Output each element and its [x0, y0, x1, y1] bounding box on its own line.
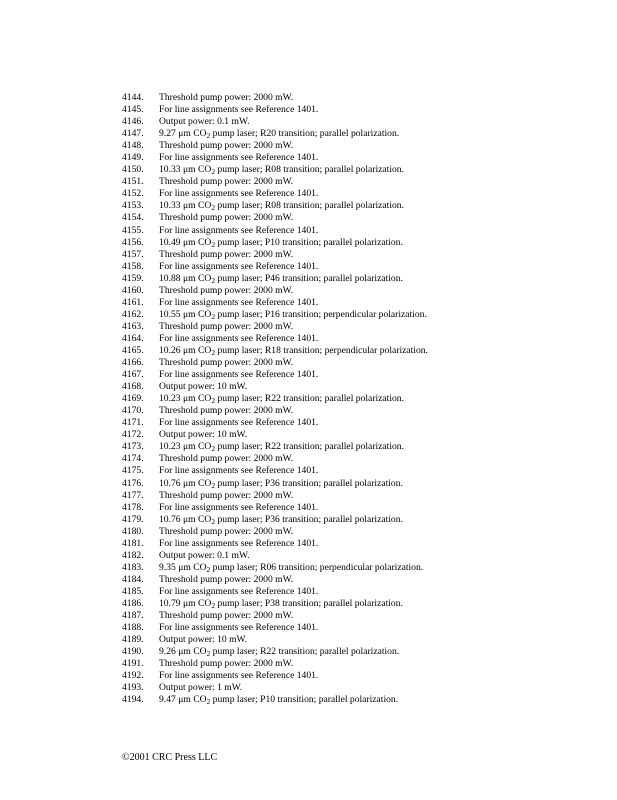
note-row: [122, 140, 602, 152]
note-text: [159, 164, 602, 176]
note-number: 4188.: [122, 622, 144, 634]
note-row: [122, 405, 602, 417]
note-text-prefix: 10.76 μm CO: [159, 513, 212, 525]
note-row: [122, 670, 602, 682]
note-text-prefix: 10.49 μm CO: [159, 236, 212, 248]
copyright-footer: ©2001 CRC Press LLC: [122, 752, 218, 763]
note-text: For line assignments see Reference 1401.: [159, 501, 319, 513]
note-text-prefix: 9.27 μm CO: [159, 128, 207, 140]
note-text-prefix: 10.55 μm CO: [159, 308, 212, 320]
note-number: 4149.: [122, 152, 144, 164]
note-row: [122, 393, 602, 405]
note-row: [122, 104, 602, 116]
note-row: [122, 297, 602, 309]
note-number: 4151.: [122, 176, 144, 188]
note-number: 4192.: [122, 670, 144, 682]
note-text-prefix: 9.26 μm CO: [159, 646, 207, 658]
note-text-prefix: 9.35 μm CO: [159, 561, 207, 573]
note-row: [122, 490, 602, 502]
note-text: Output power: 0.1 mW.: [159, 549, 250, 561]
note-text: Threshold pump power: 2000 mW.: [159, 92, 294, 103]
note-subscript: 2: [211, 600, 216, 610]
note-row: [122, 598, 602, 610]
note-number: 4189.: [122, 634, 144, 646]
note-row: [122, 526, 602, 538]
note-number: 4174.: [122, 453, 144, 465]
note-row: [122, 682, 602, 694]
note-text: For line assignments see Reference 1401.: [159, 585, 319, 597]
note-number: 4170.: [122, 405, 144, 417]
note-row: [122, 321, 602, 333]
note-row: [122, 610, 602, 622]
note-text: Threshold pump power: 2000 mW.: [159, 176, 294, 188]
note-subscript: 2: [211, 347, 216, 357]
note-text-prefix: 10.88 μm CO: [159, 272, 212, 284]
note-subscript: 2: [206, 131, 211, 141]
note-text-suffix: pump laser; R22 transition; parallel polarization.: [215, 393, 404, 405]
note-number: 4186.: [122, 597, 144, 609]
note-text: For line assignments see Reference 1401.: [159, 417, 319, 429]
note-number: 4190.: [122, 646, 144, 658]
note-number: 4172.: [122, 429, 144, 441]
note-subscript: 2: [211, 239, 216, 249]
note-text: [159, 441, 602, 453]
note-row: [122, 357, 602, 369]
note-row: [122, 574, 602, 586]
note-number: 4184.: [122, 573, 144, 585]
note-subscript: 2: [211, 444, 216, 454]
note-text-suffix: pump laser; P46 transition; parallel polarization.: [215, 272, 403, 284]
note-number: 4153.: [122, 200, 144, 212]
note-text: Threshold pump power: 2000 mW.: [159, 658, 294, 670]
note-text: For line assignments see Reference 1401.: [159, 188, 319, 200]
note-text-suffix: pump laser; R22 transition; parallel polarization.: [210, 646, 400, 658]
note-row: [122, 453, 602, 465]
note-text: [159, 345, 602, 357]
note-number: 4176.: [122, 477, 144, 489]
note-number: 4194.: [122, 694, 144, 706]
note-number: 4183.: [122, 561, 144, 573]
note-subscript: 2: [211, 311, 216, 321]
note-text-prefix: 9.47 μm CO: [159, 694, 207, 706]
note-text-suffix: pump laser; R08 transition; parallel polarization.: [215, 200, 404, 212]
note-number: 4177.: [122, 489, 144, 501]
note-text-suffix: pump laser; R20 transition; parallel polarization.: [210, 128, 400, 140]
note-text: [159, 309, 602, 321]
note-number: 4166.: [122, 357, 144, 369]
note-text: [159, 694, 602, 706]
note-number: 4155.: [122, 224, 144, 236]
note-row: [122, 429, 602, 441]
note-text: Threshold pump power: 2000 mW.: [159, 525, 294, 537]
note-subscript: 2: [211, 275, 216, 285]
note-number: 4178.: [122, 501, 144, 513]
note-row: [122, 225, 602, 237]
note-row: [122, 646, 602, 658]
note-text: [159, 646, 602, 658]
note-number: 4165.: [122, 344, 144, 356]
note-row: [122, 261, 602, 273]
note-text: [159, 598, 602, 610]
note-text: For line assignments see Reference 1401.: [159, 224, 319, 236]
note-row: [122, 694, 602, 706]
note-text: Output power: 10 mW.: [159, 634, 248, 646]
note-text: Output power: 10 mW.: [159, 429, 248, 441]
note-text: Threshold pump power: 2000 mW.: [159, 357, 294, 369]
note-text: [159, 562, 602, 574]
note-row: [122, 200, 602, 212]
note-text-prefix: 10.23 μm CO: [159, 441, 212, 453]
note-text: [159, 200, 602, 212]
note-row: [122, 586, 602, 598]
note-text: [159, 514, 602, 526]
note-row: [122, 92, 602, 104]
note-number: 4152.: [122, 188, 144, 200]
note-number: 4168.: [122, 381, 144, 393]
note-text-suffix: pump laser; P38 transition; parallel polarization.: [215, 597, 403, 609]
note-text-prefix: 10.76 μm CO: [159, 477, 212, 489]
note-row: [122, 128, 602, 140]
note-text: Threshold pump power: 2000 mW.: [159, 248, 294, 260]
note-text: Output power: 10 mW.: [159, 381, 248, 393]
note-number: 4179.: [122, 513, 144, 525]
note-number: 4167.: [122, 369, 144, 381]
note-row: [122, 550, 602, 562]
note-row: [122, 249, 602, 261]
note-text: Threshold pump power: 2000 mW.: [159, 489, 294, 501]
note-number: 4185.: [122, 585, 144, 597]
note-text-prefix: 10.33 μm CO: [159, 200, 212, 212]
note-number: 4180.: [122, 525, 144, 537]
note-number: 4159.: [122, 272, 144, 284]
note-row: [122, 417, 602, 429]
note-row: [122, 116, 602, 128]
note-text: [159, 237, 602, 249]
note-text: Output power: 1 mW.: [159, 682, 243, 694]
note-row: [122, 369, 602, 381]
note-number: 4164.: [122, 332, 144, 344]
note-row: [122, 514, 602, 526]
note-text: Threshold pump power: 2000 mW.: [159, 453, 294, 465]
note-subscript: 2: [206, 697, 211, 707]
note-text: For line assignments see Reference 1401.: [159, 260, 319, 272]
note-text: For line assignments see Reference 1401.: [159, 622, 319, 634]
note-row: [122, 212, 602, 224]
note-text: [159, 478, 602, 490]
note-row: [122, 345, 602, 357]
note-subscript: 2: [211, 396, 216, 406]
note-row: [122, 622, 602, 634]
note-row: [122, 333, 602, 345]
note-row: [122, 478, 602, 490]
note-number: 4157.: [122, 248, 144, 260]
note-row: [122, 562, 602, 574]
note-row: [122, 237, 602, 249]
note-row: [122, 538, 602, 550]
note-subscript: 2: [211, 167, 216, 177]
note-number: 4171.: [122, 417, 144, 429]
note-text: [159, 393, 602, 405]
note-number: 4146.: [122, 116, 144, 128]
note-row: [122, 285, 602, 297]
note-number: 4182.: [122, 549, 144, 561]
note-number: 4158.: [122, 260, 144, 272]
note-text: [159, 273, 602, 285]
notes-list: [122, 92, 602, 706]
note-text: For line assignments see Reference 1401.: [159, 104, 319, 116]
note-text: Threshold pump power: 2000 mW.: [159, 610, 294, 622]
note-number: 4161.: [122, 296, 144, 308]
note-subscript: 2: [211, 516, 216, 526]
note-text-prefix: 10.26 μm CO: [159, 344, 212, 356]
note-text: For line assignments see Reference 1401.: [159, 465, 319, 477]
note-text: For line assignments see Reference 1401.: [159, 369, 319, 381]
note-number: 4163.: [122, 320, 144, 332]
note-number: 4193.: [122, 682, 144, 694]
note-text-suffix: pump laser; R22 transition; parallel polarization.: [215, 441, 404, 453]
note-number: 4144.: [122, 92, 144, 103]
note-text-prefix: 10.23 μm CO: [159, 393, 212, 405]
note-row: [122, 381, 602, 393]
note-number: 4162.: [122, 308, 144, 320]
note-text-prefix: 10.33 μm CO: [159, 164, 212, 176]
note-subscript: 2: [206, 564, 211, 574]
note-text: Threshold pump power: 2000 mW.: [159, 140, 294, 152]
note-text-suffix: pump laser; P36 transition; parallel polarization.: [215, 513, 403, 525]
note-text-suffix: pump laser; R18 transition; perpendicular polarization.: [215, 344, 428, 356]
note-text: Threshold pump power: 2000 mW.: [159, 320, 294, 332]
note-row: [122, 441, 602, 453]
note-text-suffix: pump laser; P10 transition; parallel polarization.: [210, 694, 399, 706]
note-text: Threshold pump power: 2000 mW.: [159, 212, 294, 224]
note-number: 4175.: [122, 465, 144, 477]
note-number: 4160.: [122, 284, 144, 296]
note-text: For line assignments see Reference 1401.: [159, 152, 319, 164]
note-row: [122, 188, 602, 200]
note-text: For line assignments see Reference 1401.: [159, 537, 319, 549]
note-subscript: 2: [206, 649, 211, 659]
note-number: 4150.: [122, 164, 144, 176]
note-text-suffix: pump laser; P36 transition; parallel polarization.: [215, 477, 403, 489]
note-number: 4154.: [122, 212, 144, 224]
note-text: For line assignments see Reference 1401.: [159, 670, 319, 682]
note-text: Threshold pump power: 2000 mW.: [159, 284, 294, 296]
note-row: [122, 658, 602, 670]
note-row: [122, 164, 602, 176]
note-row: [122, 273, 602, 285]
note-number: 4169.: [122, 393, 144, 405]
note-number: 4191.: [122, 658, 144, 670]
note-number: 4145.: [122, 104, 144, 116]
note-number: 4148.: [122, 140, 144, 152]
note-text: [159, 128, 602, 140]
note-row: [122, 634, 602, 646]
note-row: [122, 152, 602, 164]
note-subscript: 2: [211, 203, 216, 213]
note-row: [122, 309, 602, 321]
note-subscript: 2: [211, 480, 216, 490]
note-text-prefix: 10.79 μm CO: [159, 597, 212, 609]
note-number: 4181.: [122, 537, 144, 549]
note-text: Output power: 0.1 mW.: [159, 116, 250, 128]
note-text: For line assignments see Reference 1401.: [159, 296, 319, 308]
note-text: For line assignments see Reference 1401.: [159, 332, 319, 344]
note-number: 4147.: [122, 128, 144, 140]
note-number: 4187.: [122, 610, 144, 622]
note-text-suffix: pump laser; P10 transition; parallel polarization.: [215, 236, 403, 248]
note-row: [122, 465, 602, 477]
note-text: Threshold pump power: 2000 mW.: [159, 405, 294, 417]
note-text-suffix: pump laser; R08 transition; parallel polarization.: [215, 164, 404, 176]
note-row: [122, 176, 602, 188]
note-text-suffix: pump laser; P16 transition; perpendicular polarization.: [215, 308, 427, 320]
note-text-suffix: pump laser; R06 transition; perpendicular polarization.: [210, 561, 424, 573]
note-row: [122, 502, 602, 514]
note-number: 4156.: [122, 236, 144, 248]
note-number: 4173.: [122, 441, 144, 453]
note-text: Threshold pump power: 2000 mW.: [159, 573, 294, 585]
